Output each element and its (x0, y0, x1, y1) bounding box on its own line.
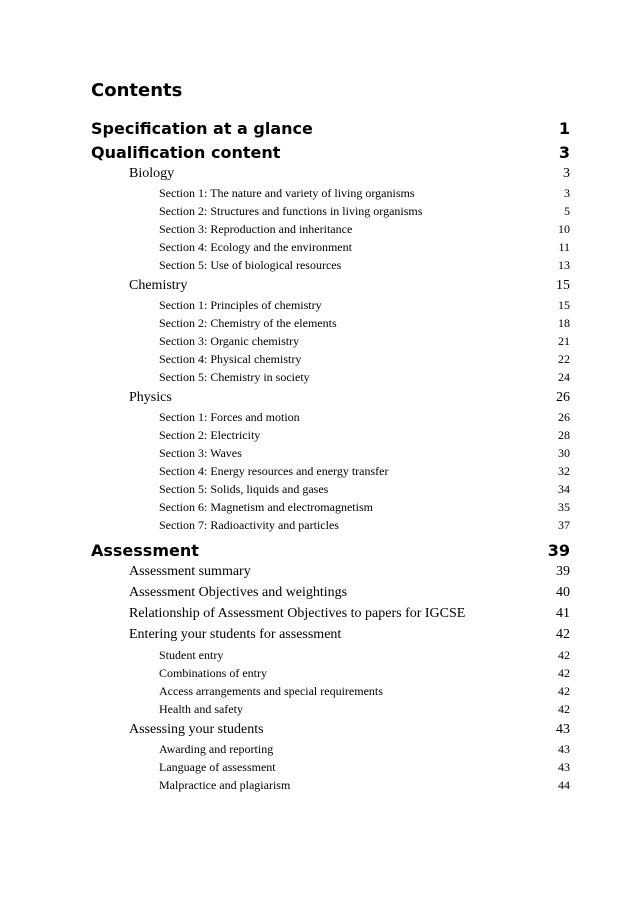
toc-entry[interactable] (0, 543, 638, 563)
toc-entry-label: Section 7: Radioactivity and particles (159, 518, 339, 532)
toc-entry-page-number: 26 (556, 390, 570, 405)
toc-entry-page-number: 44 (558, 778, 570, 792)
toc-entry[interactable] (0, 317, 638, 337)
toc-entry-label: Section 6: Magnetism and electromagnetism (159, 500, 373, 514)
toc-entry-page-number: 15 (558, 298, 570, 312)
toc-entry-label: Biology (129, 166, 175, 181)
toc-entry-page-number: 24 (558, 370, 570, 384)
toc-entry-page-number: 39 (556, 564, 570, 579)
toc-entry-page-number: 30 (558, 446, 570, 460)
toc-entry[interactable] (0, 279, 638, 299)
toc-entry-label: Section 4: Physical chemistry (159, 352, 302, 366)
toc-entry[interactable] (0, 121, 638, 141)
toc-entry[interactable] (0, 703, 638, 723)
toc-entry[interactable] (0, 743, 638, 763)
toc-entry-page-number: 1 (558, 119, 570, 138)
toc-entry-page-number: 26 (558, 410, 570, 424)
toc-entry-label: Awarding and reporting (159, 742, 274, 756)
toc-entry-label: Malpractice and plagiarism (159, 778, 291, 792)
toc-entry-page-number: 10 (558, 222, 570, 236)
toc-entry[interactable] (0, 628, 638, 648)
toc-entry-page-number: 32 (558, 464, 570, 478)
toc-entry[interactable] (0, 429, 638, 449)
toc-entry-label: Section 3: Waves (159, 446, 242, 460)
toc-entry[interactable] (0, 259, 638, 279)
toc-entry-label: Section 3: Reproduction and inheritance (159, 222, 353, 236)
toc-entry-label: Section 1: The nature and variety of living organisms (159, 186, 415, 200)
toc-entry-page-number: 39 (547, 541, 570, 560)
toc-entry[interactable] (0, 685, 638, 705)
toc-entry[interactable] (0, 586, 638, 606)
toc-entry-page-number: 41 (556, 606, 570, 621)
toc-entry-page-number: 42 (558, 684, 570, 698)
toc-entry-page-number: 21 (558, 334, 570, 348)
toc-entry-label: Section 2: Structures and functions in living organisms (159, 204, 423, 218)
toc-entry-label: Section 5: Solids, liquids and gases (159, 482, 329, 496)
toc-entry-page-number: 35 (558, 500, 570, 514)
toc-entry-label: Assessment (91, 541, 199, 560)
toc-entry[interactable] (0, 779, 638, 799)
toc-entry-page-number: 37 (558, 518, 570, 532)
toc-entry-label: Language of assessment (159, 760, 276, 774)
toc-entry-page-number: 42 (558, 648, 570, 662)
toc-entry-page-number: 13 (558, 258, 570, 272)
toc-entry-page-number: 3 (563, 166, 570, 181)
toc-entry-label: Student entry (159, 648, 224, 662)
page-title: Contents (91, 80, 183, 101)
toc-entry-page-number: 28 (558, 428, 570, 442)
toc-entry-page-number: 34 (558, 482, 570, 496)
toc-entry-label: Section 2: Chemistry of the elements (159, 316, 337, 330)
toc-entry-page-number: 43 (556, 722, 570, 737)
toc-entry[interactable] (0, 723, 638, 743)
toc-entry[interactable] (0, 167, 638, 187)
toc-entry[interactable] (0, 353, 638, 373)
toc-entry-label: Section 5: Chemistry in society (159, 370, 310, 384)
toc-entry-page-number: 42 (556, 627, 570, 642)
toc-entry-label: Specification at a glance (91, 119, 313, 138)
toc-entry-label: Access arrangements and special requirements (159, 684, 383, 698)
toc-entry-label: Section 1: Forces and motion (159, 410, 300, 424)
toc-entry-label: Physics (129, 390, 172, 405)
toc-entry-page-number: 40 (556, 585, 570, 600)
toc-entry-label: Combinations of entry (159, 666, 267, 680)
toc-entry[interactable] (0, 335, 638, 355)
toc-entry-page-number: 43 (558, 760, 570, 774)
toc-entry-label: Section 5: Use of biological resources (159, 258, 342, 272)
toc-entry-label: Section 4: Energy resources and energy transfer (159, 464, 389, 478)
toc-entry-label: Section 2: Electricity (159, 428, 261, 442)
toc-entry-label: Section 4: Ecology and the environment (159, 240, 352, 254)
toc-entry[interactable] (0, 761, 638, 781)
toc-entry-label: Assessment summary (129, 564, 251, 579)
toc-entry[interactable] (0, 371, 638, 391)
toc-entry-label: Section 1: Principles of chemistry (159, 298, 322, 312)
toc-entry-label: Assessing your students (129, 722, 264, 737)
toc-entry-page-number: 18 (558, 316, 570, 330)
toc-entry-label: Health and safety (159, 702, 243, 716)
toc-entry[interactable] (0, 649, 638, 669)
toc-entry-label: Chemistry (129, 278, 188, 293)
toc-entry-page-number: 43 (558, 742, 570, 756)
toc-entry-page-number: 11 (558, 240, 570, 254)
toc-entry-page-number: 5 (564, 204, 570, 218)
toc-entry-label: Assessment Objectives and weightings (129, 585, 348, 600)
toc-entry-page-number: 3 (564, 186, 570, 200)
toc-entry[interactable] (0, 565, 638, 585)
toc-entry-page-number: 15 (556, 278, 570, 293)
toc-entry-page-number: 42 (558, 702, 570, 716)
toc-entry-page-number: 3 (558, 143, 570, 162)
toc-entry[interactable] (0, 519, 638, 539)
toc-entry-label: Relationship of Assessment Objectives to papers for IGCSE (129, 606, 466, 621)
toc-entry[interactable] (0, 145, 638, 165)
toc-entry-label: Entering your students for assessment (129, 627, 342, 642)
toc-entry-label: Section 3: Organic chemistry (159, 334, 300, 348)
toc-entry[interactable] (0, 607, 638, 627)
toc-entry-label: Qualification content (91, 143, 281, 162)
toc-entry[interactable] (0, 411, 638, 431)
toc-entry[interactable] (0, 391, 638, 411)
toc-entry-page-number: 42 (558, 666, 570, 680)
toc-entry-page-number: 22 (558, 352, 570, 366)
